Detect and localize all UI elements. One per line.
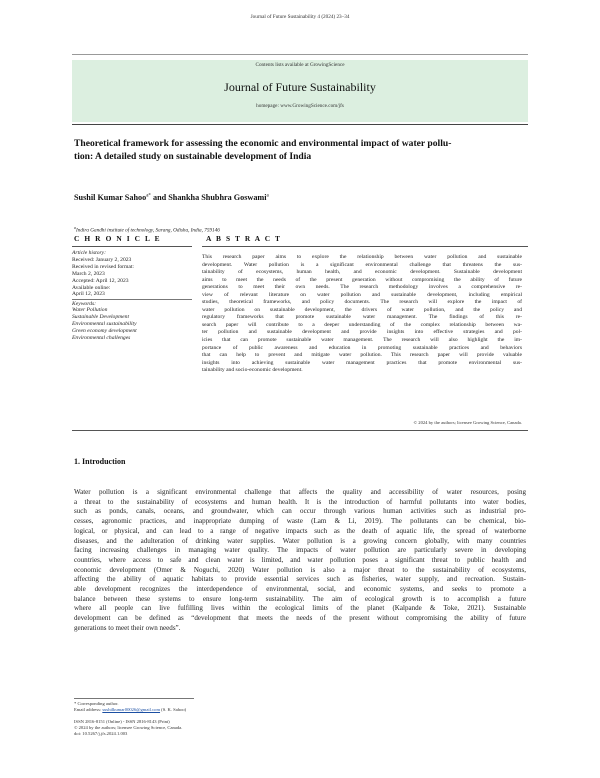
author-list: [74, 193, 269, 202]
abstract-line: tainability and socio-economic development.: [202, 367, 303, 374]
abstract-line: generations to meet their own needs. The research methodology involves a comprehensive re-: [202, 284, 522, 291]
affiliation-text: Indira Gandhi institute of technology, Sarang, Odisha, India, 759146: [76, 227, 220, 234]
introduction-line: affecting the ability of aquatic habitats to provide essential services such as fisheries, water supply, and recreation. Sustain-: [74, 575, 526, 584]
affiliation: [74, 225, 220, 234]
introduction-line: diseases, and the adulteration of drinking water supplies. Water pollution is a growing concern globally, with many countries: [74, 536, 526, 545]
abstract-line: water pollution on sustainable development, the drivers of water pollution, and the policy and: [202, 306, 522, 313]
keyword: Environmental challenges: [72, 335, 131, 342]
abstract-line: studies, theoretical frameworks, and policy documents. The research will explore the impact of: [202, 299, 522, 306]
header-rule: [72, 54, 528, 55]
issn-line: ISSN 2816-8151 (Online) - ISSN 2816-8143 (Print): [74, 719, 170, 724]
abstract-line: ter pollution and sustainable development and provide insights into effective strategies and pol-: [202, 329, 522, 336]
paper-title-line2: tion: A detailed study on sustainable development of India: [74, 151, 312, 162]
introduction-line: facing increasing challenges in managing water quality. The impacts of water pollution are particularly severe in developing: [74, 546, 526, 555]
chronicle-heading: C H R O N I C L E: [74, 234, 162, 243]
abstract-bottom-rule: [72, 430, 528, 431]
keywords-label: Keywords:: [72, 300, 97, 307]
corresponding-author-note: * Corresponding author.: [74, 701, 119, 706]
history-item: April 12, 2023: [72, 291, 105, 298]
contents-line: Contents lists available at GrowingScience: [255, 62, 345, 68]
email-link[interactable]: sushilkumar00026@gmail.com: [102, 707, 161, 712]
introduction-heading: 1. Introduction: [74, 457, 126, 466]
abstract-line: This research paper aims to explore the relationship between water pollution and sustainable: [202, 254, 522, 260]
author-name: Sushil Kumar Sahoo: [74, 193, 147, 202]
email-label: Email address:: [74, 707, 103, 712]
keyword: Sustainable Development: [72, 314, 130, 321]
introduction-line: economic development (Omer & Noguchi, 2020) Water pollution is also a major threat to the sustainability of ecosystems,: [74, 565, 526, 574]
paper-title-line1: Theoretical framework for assessing the economic and environmental impact of water pollu-: [74, 138, 452, 149]
history-label: Article history:: [72, 250, 107, 256]
license-line: © 2024 by the authors; licensee Growing Science, Canada.: [74, 725, 183, 730]
author-name: Shankha Shubhra Goswami: [168, 193, 267, 202]
abstract-line: development. Water pollution is a significant environmental challenge that threatens the sus-: [202, 261, 522, 268]
history-item: Accepted: April 12, 2023: [72, 277, 129, 284]
introduction-line: logical, or physical, and can lead to a range of negative impacts such as the death of aquatic life, the spread of waterborne: [74, 526, 526, 535]
introduction-line: generations to meet their own needs”.: [74, 623, 181, 632]
doi-line: doi: 10.5267/j.jfs.2024.1.003: [74, 731, 128, 736]
introduction-line: balance between these systems to ensure long-term sustainability. The aim of ecological growth is to accomplish a future: [74, 594, 526, 603]
abstract-rule: [202, 246, 528, 247]
introduction-line: cesses, agronomic practices, and inappropriate dumping of waste (Lam & Li, 2019). The pollutants can be chemical, bio-: [74, 517, 526, 526]
author-mark: a: [266, 193, 269, 199]
history-item: Received in revised format:: [72, 263, 134, 270]
abstract-line: portance of public awareness and education in promoting sustainable practices and behaviors: [202, 344, 522, 351]
history-item: Available online:: [72, 284, 111, 291]
chronicle-rule: [72, 246, 192, 247]
introduction-line: able development recognizes the interdependence of environmental, social, and economic systems, and seeks to promote a: [74, 585, 526, 594]
article-history: [72, 250, 192, 342]
introduction-line: a threat to the sustainability of ecosystems and human health. It is the introduction of harmful pollutants into water bodies,: [74, 497, 526, 506]
footnote-rule: [74, 698, 194, 699]
abstract-line: regulatory frameworks that promote sustainable water management. The findings of this re-: [202, 314, 522, 321]
introduction-body: [74, 488, 526, 634]
introduction-line: development can be defined as “development that meets the needs of the present without compromising the ability of future: [74, 614, 526, 623]
introduction-line: such as ponds, canals, oceans, and groundwater, which can occur through various human activities such as industrial pro-: [74, 507, 526, 516]
keyword: Green economy development: [72, 328, 137, 335]
author-mark: a*: [146, 193, 151, 199]
banner-rule: [72, 124, 528, 125]
keyword: Environmental sustainability: [72, 321, 137, 328]
journal-title: Journal of Future Sustainability: [224, 80, 376, 94]
abstract-line: tainability of ecosystems, human health, and economic development. Sustainable development: [202, 269, 522, 276]
homepage-line: homepage: www.GrowingScience.com/jfs: [256, 103, 344, 109]
introduction-line: where all people can live fulfilling lives within the ecological limits of the planet (Kalpande & Toke, 2021). Sustainable: [74, 604, 526, 613]
abstract-line: that can help to prevent and mitigate water pollution. This research paper will provide valuable: [202, 352, 522, 359]
abstract-line: aims to meet the needs of the present generation without compromising the ability of future: [202, 276, 522, 283]
abstract-line: icies that can promote sustainable water management. The research will also highlight the im-: [202, 337, 522, 344]
email-note: [74, 707, 186, 713]
affiliation-mark: a: [74, 225, 76, 230]
introduction-line: Water pollution is a significant environmental challenge that affects the quality and accessibility of water resources, posing: [74, 488, 526, 496]
abstract-line: search paper will contribute to a deeper understanding of the complex relationship between wa-: [202, 321, 522, 328]
email-suffix: (S. K. Sahoo): [160, 707, 187, 712]
history-item: March 2, 2023: [72, 270, 105, 277]
introduction-line: countries, where access to safe and clean water is limited, and water pollution poses a significant threat to public health and: [74, 555, 526, 564]
abstract-copyright: © 2024 by the authors; licensee Growing Science, Canada.: [413, 420, 522, 425]
abstract-line: view of relevant literature on water pollution and sustainable development, including empirical: [202, 291, 522, 298]
paper-title: [74, 137, 526, 163]
abstract-heading: A B S T R A C T: [206, 234, 282, 243]
keyword: Water Pollution: [72, 307, 108, 314]
abstract-body: [202, 254, 522, 375]
abstract-line: insights into achieving sustainable water management practices that promote environmental sus-: [202, 359, 522, 366]
history-item: Received: January 2, 2023: [72, 256, 132, 263]
running-header: Journal of Future Sustainability 4 (2024) 23–34: [250, 14, 350, 20]
author-joiner: and: [150, 193, 169, 202]
